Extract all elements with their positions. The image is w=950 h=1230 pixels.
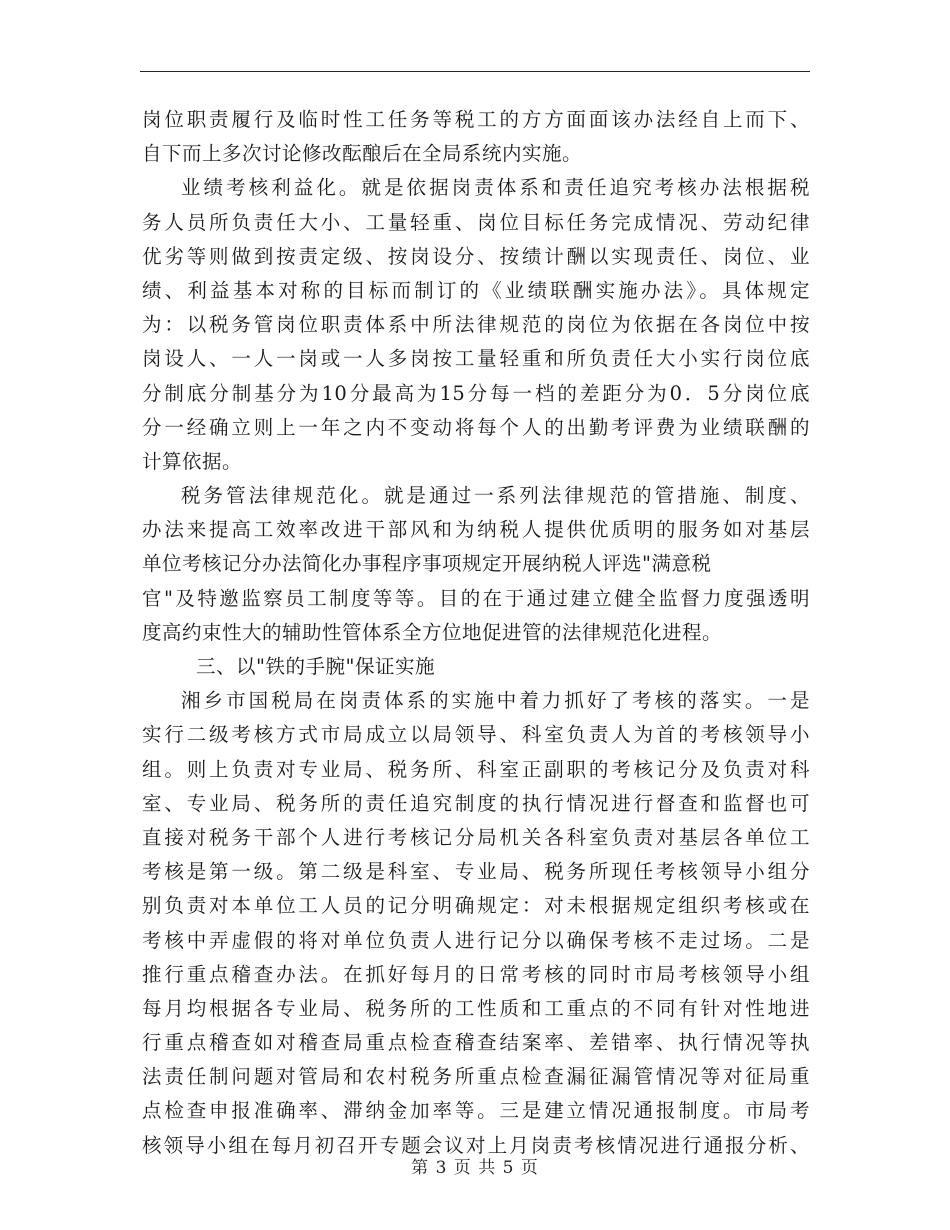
text-line: 每月均根据各专业局、税务所的工性质和工重点的不同有针对性地进: [142, 996, 810, 1020]
text-line: 法责任制问题对管局和农村税务所重点检查漏征漏管情况等对征局重: [142, 1065, 810, 1089]
text-line: 优劣等则做到按责定级、按岗设分、按绩计酬以实现责任、岗位、业: [142, 244, 810, 268]
text-line: 分制底分制基分为10分最高为15分每一档的差距分为0．5分岗位底: [142, 381, 810, 405]
text-line: 考核中弄虚假的将对单位负责人进行记分以确保考核不走过场。二是: [142, 928, 810, 952]
text-line: 推行重点稽查办法。在抓好每月的日常考核的同时市局考核领导小组: [142, 962, 810, 986]
text-line: 别负责对本单位工人员的记分明确规定：对未根据规定组织考核或在: [142, 894, 810, 918]
text-line: 实行二级考核方式市局成立以局领导、科室负责人为首的考核领导小: [142, 723, 810, 747]
text-line: 办法来提高工效率改进干部风和为纳税人提供优质明的服务如对基层: [142, 518, 810, 542]
text-line: 点检查申报准确率、滞纳金加率等。三是建立情况通报制度。市局考: [142, 1099, 810, 1123]
text-line: 考核是第一级。第二级是科室、专业局、税务所现任考核领导小组分: [142, 860, 810, 884]
text-line: 直接对税务干部个人进行考核记分局机关各科室负责对基层各单位工: [142, 825, 810, 849]
text-line: 核领导小组在每月初召开专题会议对上月岗责考核情况进行通报分析、: [142, 1133, 810, 1157]
text-line: 室、专业局、税务所的责任追究制度的执行情况进行督查和监督也可: [142, 791, 810, 815]
section-heading: 三、以"铁的手腕"保证实施: [196, 655, 435, 678]
document-body: [142, 103, 810, 1163]
paragraph-heading-line: 业绩考核利益化。就是依据岗责体系和责任追究考核办法根据税: [181, 176, 810, 200]
text-line: 绩、利益基本对称的目标而制订的《业绩联酬实施办法》。具体规定: [142, 278, 810, 302]
text-line: 行重点稽查如对稽查局重点检查稽查结案率、差错率、执行情况等执: [142, 1031, 810, 1055]
header-rule: [140, 71, 810, 72]
text-line: 组。则上负责对专业局、税务所、科室正副职的考核记分及负责对科: [142, 757, 810, 781]
text-line: 岗设人、一人一岗或一人多岗按工量轻重和所负责任大小实行岗位底: [142, 347, 810, 371]
text-line: 度高约束性大的辅助性管体系全方位地促进管的法律规范化进程。: [142, 620, 723, 644]
page-number-footer: 第 3 页 共 5 页: [411, 1158, 539, 1178]
paragraph-heading-line: 税务管法律规范化。就是通过一系列法律规范的管措施、制度、: [181, 484, 810, 508]
paragraph-heading-line: 湘乡市国税局在岗责体系的实施中着力抓好了考核的落实。一是: [181, 689, 810, 713]
text-line: 单位考核记分办法简化办事程序事项规定开展纳税人评选"满意税: [142, 552, 712, 576]
text-line: 分一经确立则上一年之内不变动将每个人的出勤考评费为业绩联酬的: [142, 415, 810, 439]
text-line: 务人员所负责任大小、工量轻重、岗位目标任务完成情况、劳动纪律: [142, 210, 810, 234]
text-line: 岗位职责履行及临时性工任务等税工的方方面面该办法经自上而下、: [142, 108, 810, 131]
text-line: 计算依据。: [142, 449, 243, 473]
text-line: 自下而上多次讨论修改酝酿后在全局系统内实施。: [142, 142, 583, 166]
text-line: 为：以税务管岗位职责体系中所法律规范的岗位为依据在各岗位中按: [142, 313, 810, 337]
text-line: 官"及特邀监察员工制度等等。目的在于通过建立健全监督力度强透明: [142, 586, 810, 610]
